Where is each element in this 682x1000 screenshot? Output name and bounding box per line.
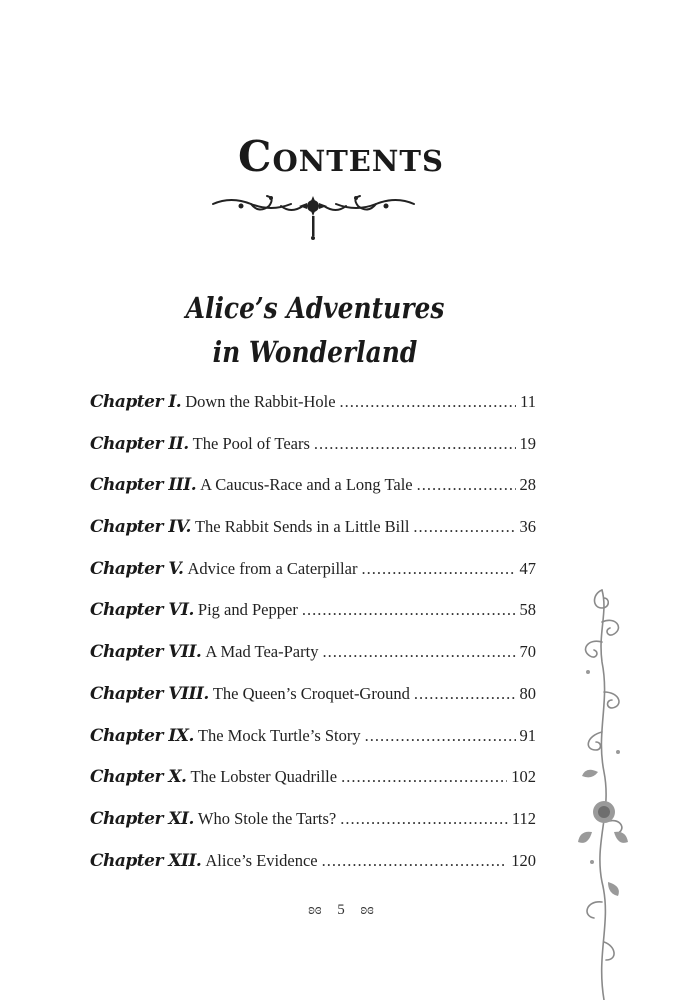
chapter-title: The Pool of Tears <box>192 433 310 453</box>
chapter-label: Chapter X. <box>90 767 187 788</box>
dot-leader <box>361 559 515 579</box>
page-number: 36 <box>519 517 536 537</box>
dot-leader <box>340 392 517 412</box>
chapter-label: Chapter IX. <box>90 725 194 746</box>
toc-entry[interactable] <box>90 809 536 851</box>
page-number: 47 <box>519 558 536 578</box>
chapter-title: Down the Rabbit-Hole <box>185 392 336 411</box>
toc-entry[interactable] <box>90 767 536 809</box>
chapter-label: Chapter VI. <box>90 600 194 621</box>
page-number: 28 <box>519 475 536 495</box>
toc-entry[interactable] <box>90 726 536 768</box>
toc-entry[interactable] <box>90 434 536 476</box>
chapter-label: Chapter IV. <box>90 517 191 538</box>
toc-entry[interactable] <box>90 475 536 517</box>
book-title-line-1: Alice’s Adventures <box>185 291 445 325</box>
page-number: 120 <box>511 850 536 870</box>
dot-leader <box>322 851 508 871</box>
page-number: 58 <box>519 600 536 620</box>
toc-entry[interactable] <box>90 517 536 559</box>
page-number: 102 <box>511 767 536 787</box>
chapter-label: Chapter V. <box>90 558 184 579</box>
chapter-label: Chapter III. <box>90 475 197 496</box>
dot-leader <box>322 642 515 662</box>
folio-ornament-left-icon: ʚɞ <box>308 902 322 918</box>
chapter-label: Chapter VIII. <box>90 683 209 704</box>
chapter-title: The Mock Turtle’s Story <box>197 725 361 745</box>
page-number: 70 <box>519 642 536 662</box>
chapter-title: Alice’s Evidence <box>205 850 318 870</box>
chapter-label: Chapter II. <box>90 433 189 454</box>
toc-entry[interactable] <box>90 559 536 601</box>
chapter-title: The Lobster Quadrille <box>190 767 338 787</box>
toc-entry[interactable] <box>90 684 536 726</box>
toc-entry[interactable] <box>90 392 536 434</box>
chapter-title: The Queen’s Croquet-Ground <box>212 683 410 703</box>
chapter-title: Pig and Pepper <box>197 600 298 620</box>
dot-leader <box>414 684 516 704</box>
table-of-contents <box>90 392 536 892</box>
dot-leader <box>302 600 516 620</box>
page-number: 11 <box>520 392 536 411</box>
book-title-line-2: in Wonderland <box>212 335 418 369</box>
folio-page-number: 5 <box>337 902 345 918</box>
page-title: Contents <box>238 132 444 181</box>
page-number: 112 <box>511 808 536 828</box>
page-number: 80 <box>519 683 536 703</box>
dot-leader <box>417 475 516 495</box>
chapter-title: A Mad Tea-Party <box>205 642 319 662</box>
chapter-title: Advice from a Caterpillar <box>187 558 358 578</box>
chapter-label: Chapter XI. <box>90 808 194 829</box>
chapter-label: Chapter XII. <box>90 850 202 871</box>
folio-ornament-right-icon: ʚɞ <box>360 902 374 918</box>
page-number: 19 <box>519 433 536 453</box>
chapter-label: Chapter I. <box>90 392 182 412</box>
dot-leader <box>314 434 516 454</box>
chapter-label: Chapter VII. <box>90 642 202 663</box>
dot-leader <box>341 767 507 787</box>
rose-vine-icon <box>568 582 640 1000</box>
dot-leader <box>365 726 516 746</box>
toc-entry[interactable] <box>90 642 536 684</box>
page-number: 91 <box>519 725 536 745</box>
flourish-divider-icon <box>211 192 416 242</box>
chapter-title: Who Stole the Tarts? <box>197 808 337 828</box>
toc-entry[interactable] <box>90 600 536 642</box>
dot-leader <box>413 517 515 537</box>
chapter-title: The Rabbit Sends in a Little Bill <box>194 517 410 537</box>
toc-entry[interactable] <box>90 851 536 893</box>
book-title <box>0 286 630 374</box>
chapter-title: A Caucus-Race and a Long Tale <box>200 475 413 495</box>
dot-leader <box>340 809 508 829</box>
